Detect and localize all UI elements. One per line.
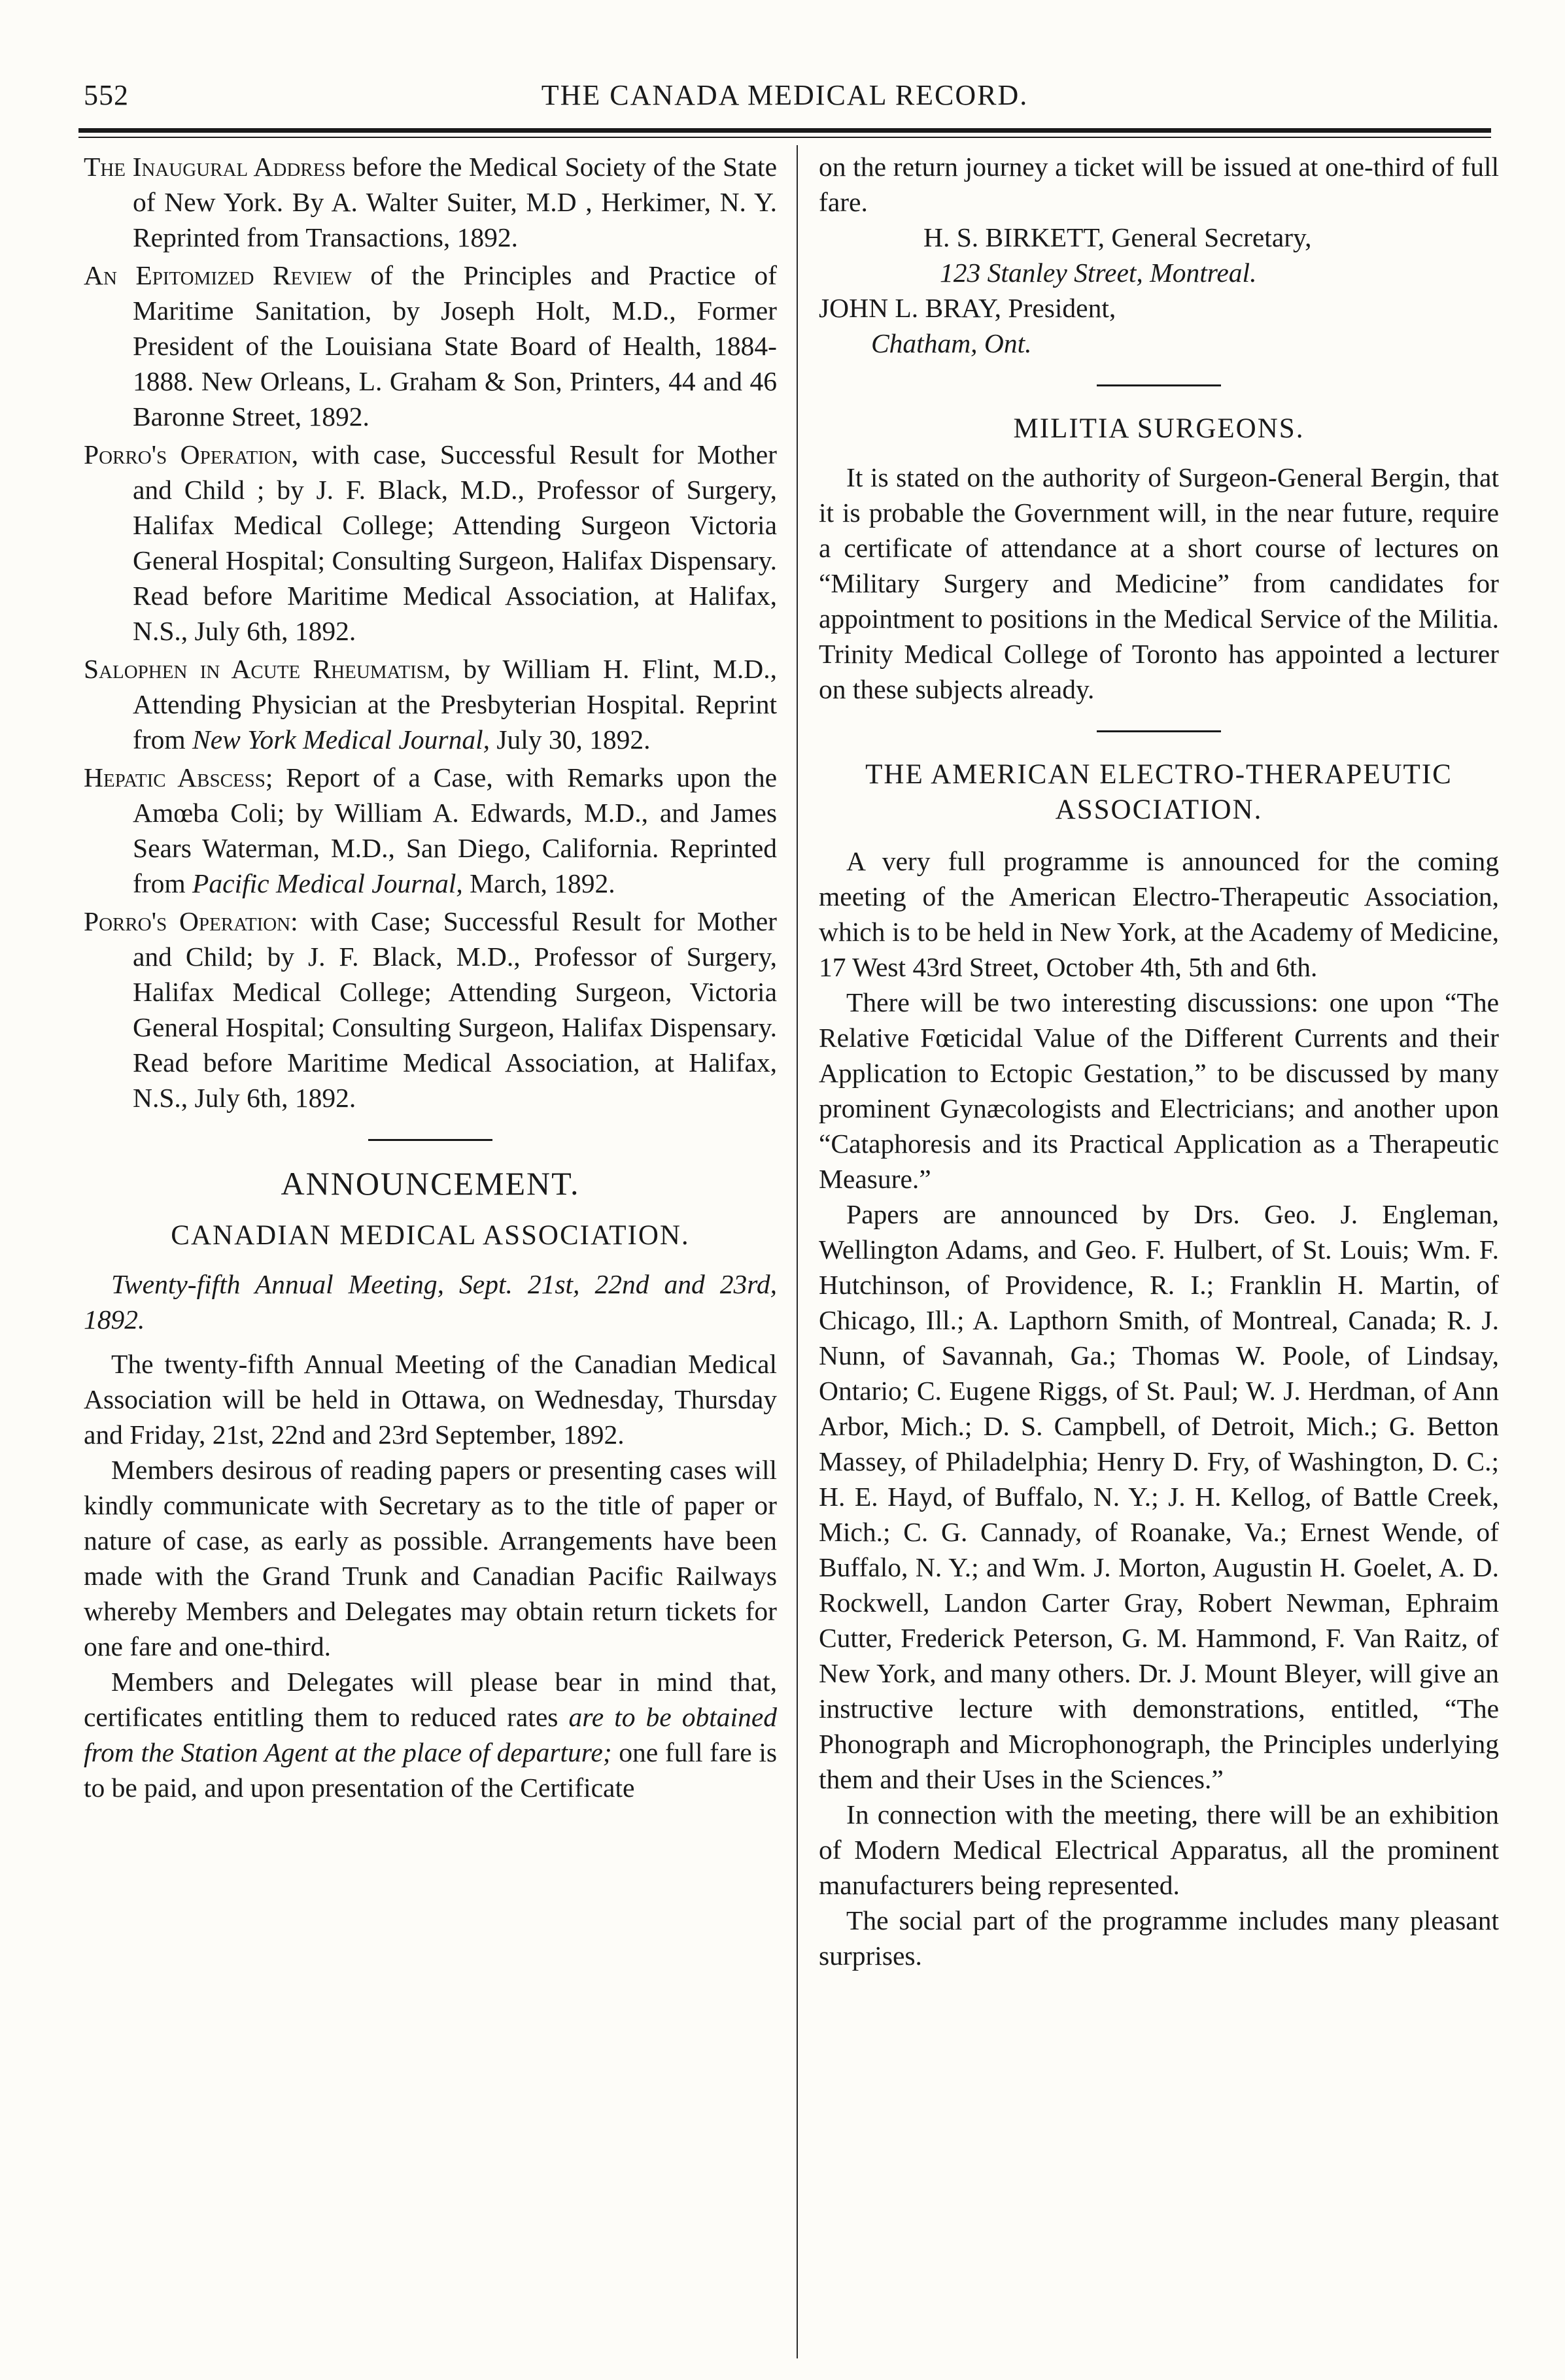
electro-paragraph: In connection with the meeting, there will be an exhibition of Modern Medical Electrical Apparatus, all the prominent manufacturers being represented.: [819, 1799, 1499, 1900]
section-rule: [1097, 730, 1221, 732]
book-title: The Inaugural Address: [84, 152, 346, 182]
right-column: [819, 149, 1499, 1973]
header-rule-thick: [78, 128, 1491, 133]
meeting-dates: Twenty-fifth Annual Meeting, Sept. 21st, 22nd and 23rd, 1892.: [84, 1269, 777, 1334]
left-column: [84, 149, 777, 1805]
page-header: [78, 78, 1491, 118]
militia-heading: MILITIA SURGEONS.: [1013, 413, 1305, 444]
book-journal: New York Medical Journal,: [192, 724, 490, 755]
book-entry: [84, 258, 777, 434]
announcement-heading: ANNOUNCEMENT.: [281, 1165, 580, 1202]
book-text: by William H. Flint, M.D., Attending Physician at the Presbyterian Hospital. Reprint from: [133, 654, 778, 755]
announcement-paragraph: The twenty-fifth Annual Meeting of the Canadian Medical Association will be held in Ottawa, on Wednesday, Thursday and Friday, 21st, 22nd and 23rd September, 1892.: [84, 1349, 777, 1450]
signature-secretary: H. S. BIRKETT, General Secretary,: [923, 222, 1312, 252]
book-text: before the Medical Society of the State of New York. By A. Walter Suiter, M.D , Herkimer, N. Y. Reprinted from Transactions, 1892.: [133, 152, 777, 252]
electro-paragraph: There will be two interesting discussions: one upon “The Relative Fœticidal Value of the Different Currents and their Application to Ectopic Gestation,” to be discussed by many prominent Gynæcologists and Electricians; and another upon “Cataphoresis and its Practical Application as a Therapeutic Measure.”: [819, 987, 1499, 1194]
book-title: Salophen in Acute Rheumatism,: [84, 654, 451, 684]
book-text-end: March, 1892.: [462, 868, 615, 898]
book-entry: [84, 904, 777, 1115]
book-entry: [84, 651, 777, 757]
section-rule: [1097, 384, 1221, 386]
announcement-text-end: one full fare is to be paid, and upon presentation of the Certificate: [84, 1737, 778, 1803]
book-title: Hepatic Abscess;: [84, 762, 273, 792]
book-text-end: July 30, 1892.: [490, 724, 651, 755]
section-rule: [368, 1139, 492, 1141]
book-title: Porro's Operation,: [84, 439, 299, 469]
book-entry: [84, 149, 777, 255]
book-journal: Pacific Medical Journal,: [192, 868, 463, 898]
book-text: with case, Successful Result for Mother and Child ; by J. F. Black, M.D., Professor of Surgery, Halifax Medical College; Attending Surgeon Victoria General Hospital; Consulting Surgeon, Halifax Dispensary. Read before Maritime Medical Association, at Halifax, N.S., July 6th, 1892.: [133, 439, 777, 646]
electro-paragraph: Papers are announced by Drs. Geo. J. Engleman, Wellington Adams, and Geo. F. Hulbert, of St. Louis; Wm. F. Hutchinson, of Providence, R. I.; Franklin H. Martin, of Chicago, Ill.; A. Lapthorn Smith, of Montreal, Canada; R. J. Nunn, of Savannah, Ga.; Thomas W. Poole, of Lindsay, Ontario; C. Eugene Riggs, of St. Paul; W. J. Herdman, of Ann Arbor, Mich.; D. S. Campbell, of Detroit, Mich.; G. Betton Massey, of Philadelphia; Henry D. Fry, of Washington, D. C.; H. E. Hayd, of Buffalo, N. Y.; J. H. Kellog, of Battle Creek, Mich.; C. G. Cannady, of Roanake, Va.; Ernest Wende, of Buffalo, N. Y.; and Wm. J. Morton, Augustin H. Goelet, A. D. Rockwell, Landon Carter Gray, Robert Newman, Ephraim Cutter, Frederick Peterson, G. M. Hammond, F. Van Raitz, of New York, and many others. Dr. J. Mount Bleyer, will give an instructive lecture with demonstrations, entitled, “The Phonograph and Microphonograph, the Principles underlying them and their Uses in the Sciences.”: [819, 1199, 1499, 1794]
book-text: with Case; Successful Result for Mother and Child; by J. F. Black, M.D., Professor of Surgery, Halifax Medical College; Attending Surgeon, Victoria General Hospital; Consulting Surgeon, Halifax Dispensary. Read before Maritime Medical Association, at Halifax, N.S., July 6th, 1892.: [133, 906, 777, 1113]
militia-paragraph: It is stated on the authority of Surgeon-General Bergin, that it is probable the Government will, in the near future, require a certificate of attendance at a short course of lectures on “Military Surgery and Medicine” from candidates for appointment to positions in the Medical Service of the Militia. Trinity Medical College of Toronto has appointed a lecturer on these subjects already.: [819, 462, 1499, 704]
electro-heading: THE AMERICAN ELECTRO-THERAPEUTIC ASSOCIATION.: [865, 759, 1453, 825]
page-number: 552: [84, 79, 129, 111]
signature-president-address: Chatham, Ont.: [871, 328, 1032, 358]
association-heading: CANADIAN MEDICAL ASSOCIATION.: [171, 1220, 690, 1251]
book-text: of the Principles and Practice of Maritime Sanitation, by Joseph Holt, M.D., Former President of the Louisiana State Board of Health, 1884-1888. New Orleans, L. Graham & Son, Printers, 44 and 46 Baronne Street, 1892.: [133, 260, 777, 432]
book-entry: [84, 760, 777, 901]
announcement-paragraph: Members desirous of reading papers or presenting cases will kindly communicate with Secretary as to the title of paper or nature of case, as early as possible. Arrangements have been made with the Grand Trunk and Canadian Pacific Railways whereby Members and Delegates may obtain return tickets for one fare and one-third.: [84, 1455, 777, 1661]
announcement-emphasis: are to be obtained from the Station Agent at the place of departure;: [84, 1702, 777, 1767]
announcement-paragraph: [84, 1664, 777, 1805]
signature-secretary-address: 123 Stanley Street, Montreal.: [940, 258, 1257, 288]
book-title: Porro's Operation:: [84, 906, 298, 936]
header-rule-thin: [78, 137, 1491, 138]
book-title: An Epitomized Review: [84, 260, 352, 290]
electro-paragraph: The social part of the programme includes many pleasant surprises.: [819, 1905, 1499, 1971]
book-text: Report of a Case, with Remarks upon the Amœba Coli; by William A. Edwards, M.D., and James Sears Waterman, M.D., San Diego, California. Reprinted from: [133, 762, 778, 898]
announcement-text: Members and Delegates will please bear in mind that, certificates entitling them to reduced rates: [84, 1667, 777, 1732]
announcement-continued: on the return journey a ticket will be issued at one-third of full fare.: [819, 152, 1499, 217]
signature-president: JOHN L. BRAY, President,: [819, 293, 1116, 323]
book-entry: [84, 437, 777, 649]
running-title: THE CANADA MEDICAL RECORD.: [541, 79, 1029, 111]
column-divider: [797, 145, 798, 2358]
electro-paragraph: A very full programme is announced for the coming meeting of the American Electro-Therapeutic Association, which is to be held in New York, at the Academy of Medicine, 17 West 43rd Street, October 4th, 5th and 6th.: [819, 846, 1499, 982]
